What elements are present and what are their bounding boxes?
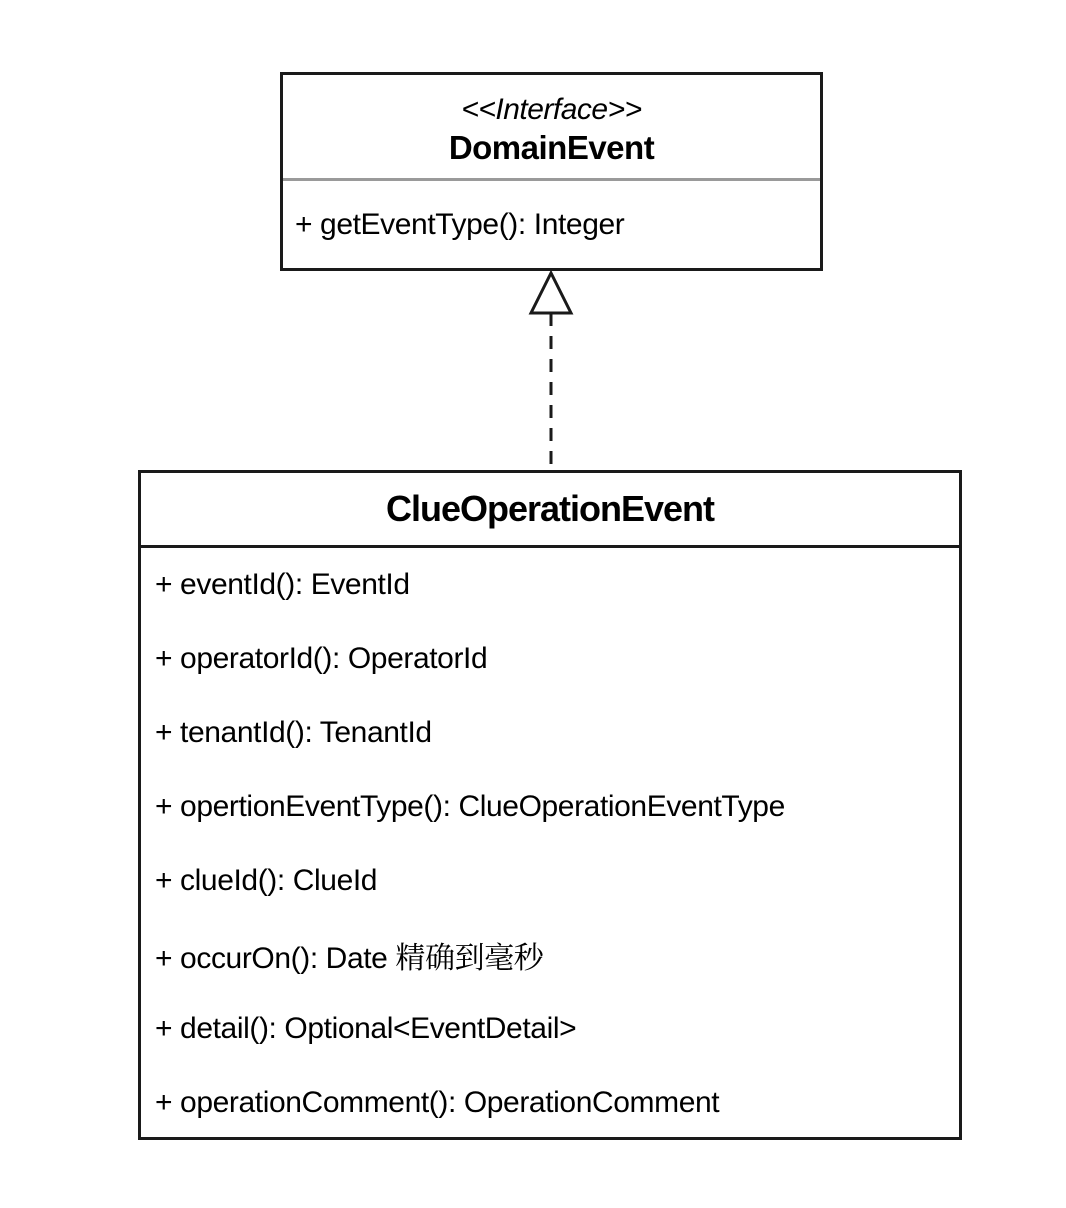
class-method-row [141,622,959,696]
interface-title-compartment [283,75,820,181]
class-method: + occurOn(): Date 精确到毫秒 [155,942,544,975]
class-method-row [141,992,959,1066]
class-method: + detail(): Optional<EventDetail> [155,1012,577,1045]
class-method: + operationComment(): OperationComment [155,1086,720,1119]
class-method-row [141,696,959,770]
interface-methods-compartment [283,181,820,268]
realization-connector [519,271,583,472]
class-method-row [141,770,959,844]
interface-name: DomainEvent [448,128,655,166]
interface-method: + getEventType(): Integer [295,207,625,241]
class-method-row [141,918,959,992]
class-method-row [141,1066,959,1140]
class-method-row [141,844,959,918]
class-method-row [141,548,959,622]
class-name: ClueOperationEvent [385,488,715,529]
class-method: + opertionEventType(): ClueOperationEventType [155,790,785,823]
class-box-clue-operation-event [138,470,962,1140]
interface-box-domain-event [280,72,823,271]
class-method: + tenantId(): TenantId [155,716,432,749]
class-methods-compartment [141,548,959,1140]
interface-stereotype: <<Interface>> [461,92,642,126]
class-method: + eventId(): EventId [155,568,410,601]
class-method: + operatorId(): OperatorId [155,642,488,675]
hollow-triangle-arrowhead-icon [531,273,571,313]
class-method: + clueId(): ClueId [155,864,378,897]
class-title-compartment [141,473,959,548]
